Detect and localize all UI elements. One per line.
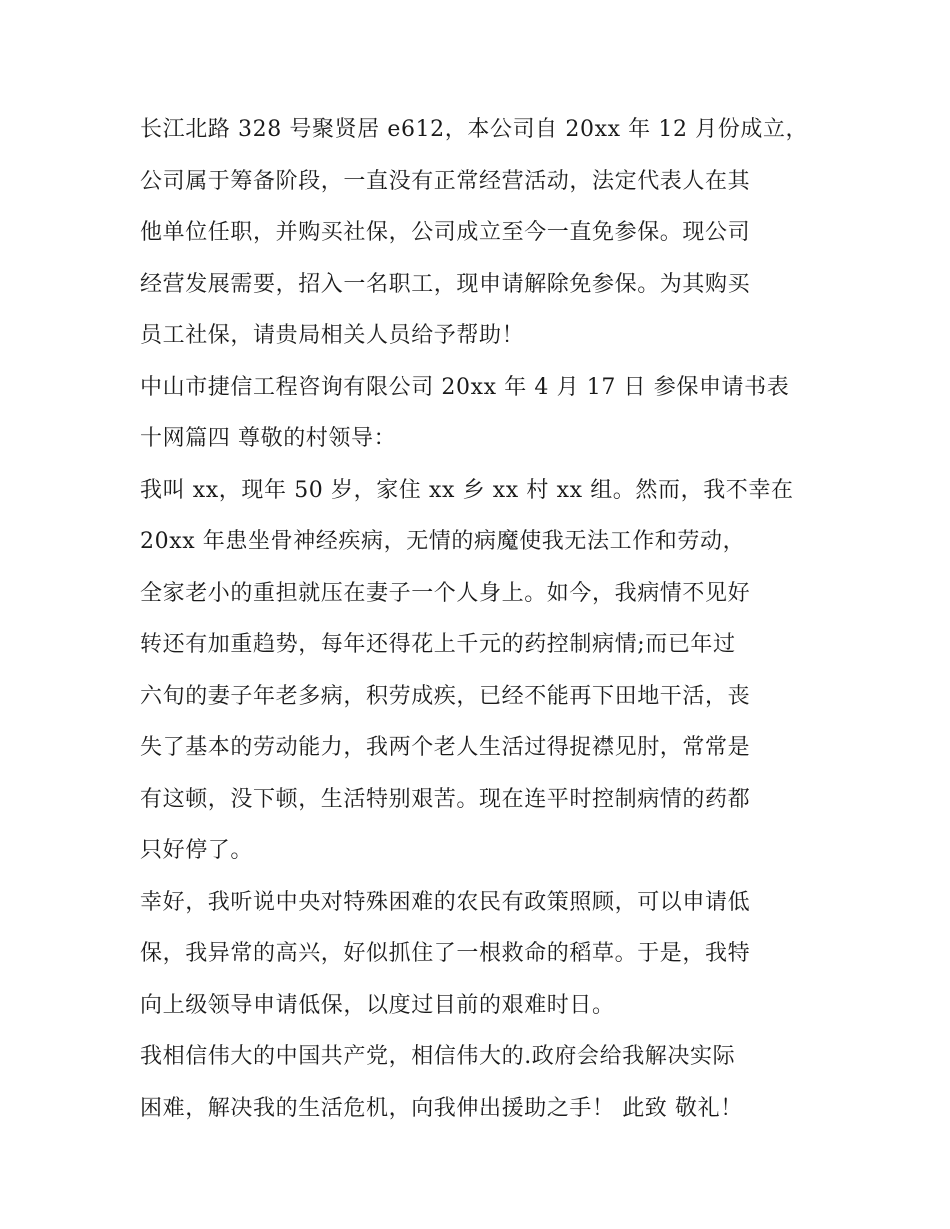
text-line: 20xx 年患坐骨神经疾病，无情的病魔使我无法工作和劳动， xyxy=(140,529,746,554)
text-line: 六旬的妻子年老多病，积劳成疾，已经不能再下田地干活，丧 xyxy=(140,683,751,709)
text-line: 我相信伟大的中国共产党，相信伟大的.政府会给我解决实际 xyxy=(140,1044,736,1069)
text-line: 员工社保，请贵局相关人员给予帮助！ xyxy=(140,323,525,348)
text-line: 有这顿，没下顿，生活特别艰苦。现在连平时控制病情的药都 xyxy=(140,786,751,812)
body-text xyxy=(140,104,840,1134)
text-line: 困难，解决我的生活危机，向我伸出援助之手！ 此致 敬礼！ xyxy=(140,1095,743,1121)
text-line: 幸好，我听说中央对特殊困难的农民有政策照顾，可以申请低 xyxy=(140,889,751,915)
text-line: 向上级领导申请低保，以度过目前的艰难时日。 xyxy=(140,992,615,1018)
text-line: 转还有加重趋势，每年还得花上千元的药控制病情;而已年过 xyxy=(140,632,736,657)
text-line: 保，我异常的高兴，好似抓住了一根救命的稻草。于是，我特 xyxy=(140,941,751,966)
text-line: 十网篇四 尊敬的村领导： xyxy=(140,426,397,451)
text-line: 公司属于筹备阶段，一直没有正常经营活动，法定代表人在其 xyxy=(140,168,751,194)
text-line: 经营发展需要，招入一名职工，现申请解除免参保。为其购买 xyxy=(140,271,751,297)
text-line: 中山市捷信工程咨询有限公司 20xx 年 4 月 17 日 参保申请书表 xyxy=(140,374,790,400)
text-line: 他单位任职，并购买社保，公司成立至今一直免参保。现公司 xyxy=(140,220,751,245)
text-line: 长江北路 328 号聚贤居 e612，本公司自 20xx 年 12 月份成立， xyxy=(140,117,809,142)
text-line: 我叫 xx，现年 50 岁，家住 xx 乡 xx 村 xx 组。然而，我不幸在 xyxy=(140,477,794,503)
text-line: 只好停了。 xyxy=(140,838,254,863)
text-line: 失了基本的劳动能力，我两个老人生活过得捉襟见肘，常常是 xyxy=(140,735,751,760)
text-line: 全家老小的重担就压在妻子一个人身上。如今，我病情不见好 xyxy=(140,580,751,606)
